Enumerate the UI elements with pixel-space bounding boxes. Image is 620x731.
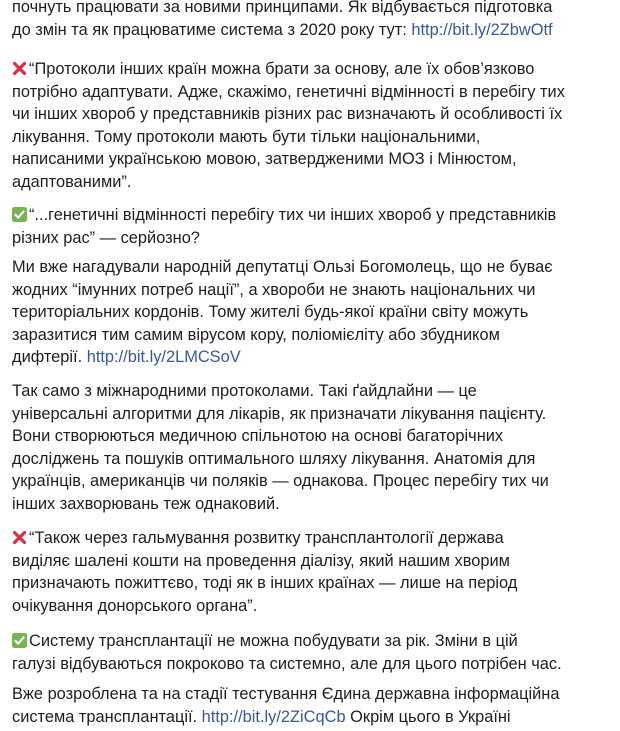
link-transplant-system[interactable]: http://bit.ly/2ZbwOtf bbox=[411, 20, 553, 39]
link-previous-post[interactable]: http://bit.ly/2LMCSoV bbox=[86, 348, 241, 366]
text-line: Окрім цього в Україні bbox=[345, 707, 511, 726]
text-line: “Також через гальмування розвитку трансплантології держава bbox=[29, 529, 504, 547]
text-line: Вони створюються медичною спільнотою на основі багаторічних bbox=[12, 427, 504, 445]
text-line: очікування донорського органа”. bbox=[12, 596, 258, 615]
text-line: Ми вже нагадували народній депутатці Ользі Богомолець, що не буває bbox=[12, 258, 553, 276]
text-line: лікування. Тому протоколи мають бути тільки національними, bbox=[12, 127, 481, 146]
text-line: Систему трансплантації не можна побудувати за рік. Зміни в цій bbox=[29, 632, 518, 650]
text-line: Вже розроблена та на стадії тестування Єдина державна інформаційна bbox=[12, 685, 560, 703]
text-line: досліджень та пошуків оптимального шляху лікування. Анатомія для bbox=[12, 449, 536, 468]
text-line: різних рас” — серйозно? bbox=[12, 228, 200, 247]
text-line: виділяє шалені кошти на проведення діалізу, який нашим хворим bbox=[12, 551, 510, 570]
paragraph-bohomolets bbox=[12, 256, 612, 369]
link-info-system[interactable]: http://bit.ly/2ZiCqCb bbox=[201, 707, 346, 726]
text-line: адаптованими”. bbox=[12, 172, 132, 191]
text-line: призначають пожиттєво, тоді як в інших країнах — лише на період bbox=[12, 574, 518, 592]
text-line: жодних “імунних потреб нації”, а хвороби не знають національних чи bbox=[12, 280, 536, 299]
text-line: Так само з міжнародними протоколами. Такі ґайдлайни — це bbox=[12, 382, 477, 400]
text-line: заразитися тим самим вірусом кору, поліомієліту або збудником bbox=[12, 325, 500, 344]
text-line: інших захворювань теж однаковий. bbox=[12, 494, 280, 513]
text-line: українців, американців чи поляків — однакова. Процес перебігу тих чи bbox=[12, 472, 549, 490]
paragraph-response-transplant bbox=[12, 630, 612, 675]
text-line: написаними українською мовою, затвердженими МОЗ і Мінюстом, bbox=[12, 150, 517, 168]
text-line: до змін та як працюватиме система з 2020 року тут: bbox=[12, 20, 412, 39]
paragraph-response-genetic bbox=[12, 204, 612, 249]
text-line: універсальні алгоритми для лікарів, як призначати лікування пацієнту. bbox=[12, 404, 547, 423]
text-line: почнуть працювати за новими принципами. Як відбувається підготовка bbox=[12, 0, 553, 16]
text-line: потрібно адаптувати. Адже, скажімо, генетичні відмінності в перебігу тих bbox=[12, 82, 565, 101]
text-line: система трансплантації. bbox=[12, 707, 202, 726]
paragraph-quote-protocols bbox=[12, 58, 612, 193]
green-check-mark-icon bbox=[12, 207, 27, 222]
text-line: “Протоколи інших країн можна брати за основу, але їх обов’язково bbox=[29, 60, 535, 78]
paragraph-guidelines bbox=[12, 380, 612, 515]
paragraph-quote-dialysis bbox=[12, 527, 612, 617]
text-line: територіальних кордонів. Тому жителі будь-якої країни світу можуть bbox=[12, 303, 529, 321]
text-line: “...генетичні відмінності перебігу тих чи інших хвороб у представників bbox=[29, 206, 557, 224]
text-line: чи інших хвороб у представників різних рас визначають й особливості їх bbox=[12, 105, 563, 123]
text-line: галузі відбуваються покроково та системно, але для цього потрібен час. bbox=[12, 654, 562, 673]
green-check-mark-icon bbox=[12, 633, 27, 648]
paragraph-intro bbox=[12, 0, 612, 41]
paragraph-info-system bbox=[12, 683, 612, 728]
red-x-mark-icon bbox=[12, 530, 27, 545]
red-x-mark-icon bbox=[12, 61, 27, 76]
text-line: дифтерії. bbox=[12, 348, 87, 366]
